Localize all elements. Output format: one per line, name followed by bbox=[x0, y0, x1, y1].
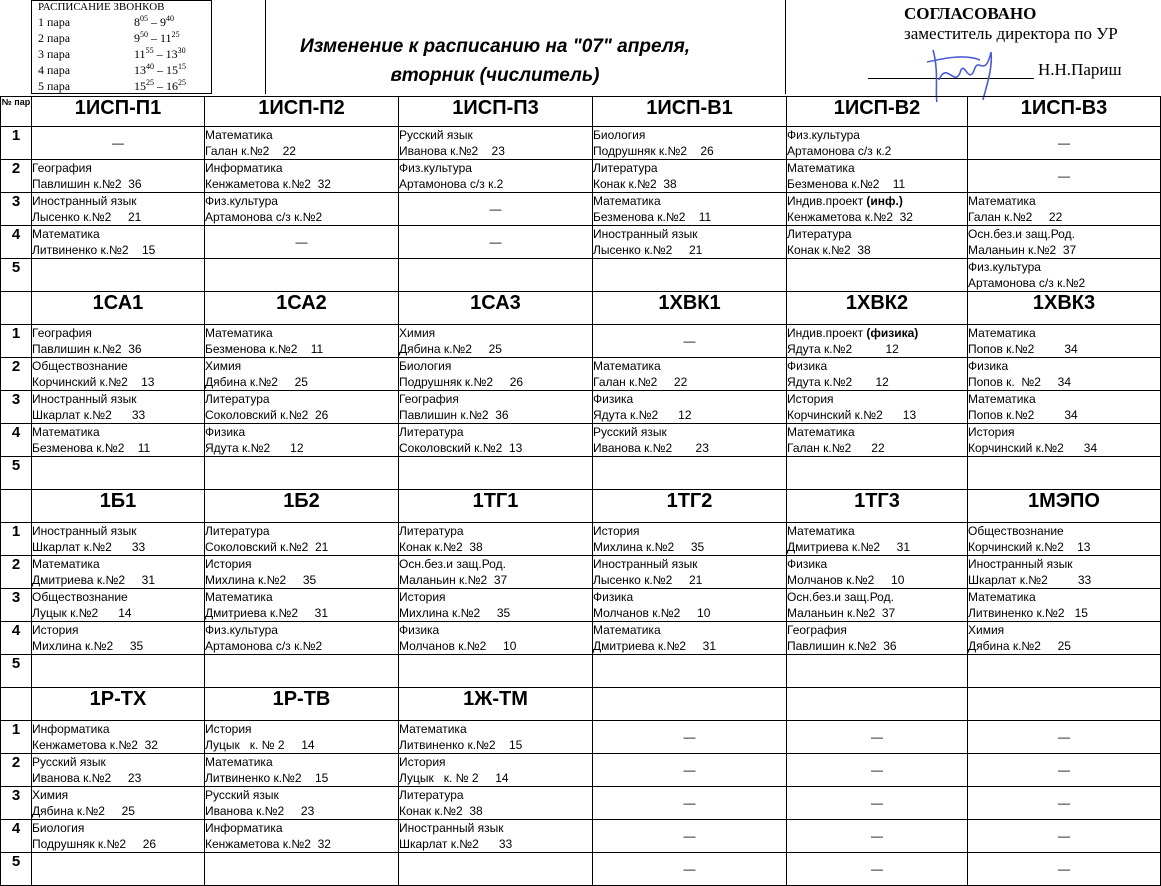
lesson-cell bbox=[399, 853, 593, 886]
lesson-cell: Иностранный язык Шкарлат к.№2 33 bbox=[32, 523, 205, 556]
group-name: 1ХВК1 bbox=[593, 292, 787, 325]
table-row bbox=[1, 853, 1161, 886]
empty-lesson-cell: — bbox=[32, 127, 205, 160]
title-line-2: вторник (числитель) bbox=[390, 65, 600, 86]
bell-pair-label: 4 пара bbox=[38, 63, 71, 77]
group-name bbox=[787, 688, 968, 721]
bell-minutes: 25 bbox=[178, 78, 186, 87]
table-row bbox=[1, 391, 1161, 424]
empty-lesson-cell: — bbox=[399, 193, 593, 226]
empty-lesson-cell: — bbox=[787, 787, 968, 820]
lesson-cell: Обществознание Корчинский к.№2 13 bbox=[968, 523, 1161, 556]
lesson-cell: Информатика Кенжаметова к.№2 32 bbox=[32, 721, 205, 754]
lesson-cell bbox=[399, 655, 593, 688]
lesson-cell: Информатика Кенжаметова к.№2 32 bbox=[205, 160, 399, 193]
lesson-cell: Иностранный язык Шкарлат к.№2 33 bbox=[32, 391, 205, 424]
lesson-cell: Осн.без.и защ.Род. Маланьин к.№2 37 bbox=[968, 226, 1161, 259]
lesson-cell: История Корчинский к.№2 13 bbox=[787, 391, 968, 424]
lesson-cell: Химия Дябина к.№2 25 bbox=[205, 358, 399, 391]
table-row bbox=[1, 556, 1161, 589]
page-title bbox=[265, 32, 725, 90]
group-name: 1ТГ2 bbox=[593, 490, 787, 523]
table-row bbox=[1, 226, 1161, 259]
lesson-cell bbox=[205, 457, 399, 490]
empty-lesson-cell: — bbox=[593, 325, 787, 358]
lesson-cell bbox=[593, 259, 787, 292]
lesson-cell: Физика Молчанов к.№2 10 bbox=[399, 622, 593, 655]
lesson-cell: Математика Дмитриева к.№2 31 bbox=[787, 523, 968, 556]
lesson-cell bbox=[399, 259, 593, 292]
lesson-cell: Математика Попов к.№2 34 bbox=[968, 391, 1161, 424]
bell-pair-label: 1 пара bbox=[38, 15, 71, 29]
lesson-cell: Физ.культура Артамонова с/з к.2 bbox=[399, 160, 593, 193]
lesson-cell: Математика Дмитриева к.№2 31 bbox=[32, 556, 205, 589]
approval-position: заместитель директора по УР bbox=[904, 24, 1118, 43]
group-name: 1Б1 bbox=[32, 490, 205, 523]
table-row bbox=[1, 193, 1161, 226]
lesson-cell: Биология Подрушняк к.№2 26 bbox=[399, 358, 593, 391]
empty-lesson-cell: — bbox=[787, 853, 968, 886]
lesson-cell: Обществознание Корчинский к.№2 13 bbox=[32, 358, 205, 391]
lesson-cell: История Луцык к. № 2 14 bbox=[205, 721, 399, 754]
pair-number: 2 bbox=[1, 358, 32, 391]
lesson-cell: Математика Галан к.№2 22 bbox=[205, 127, 399, 160]
group-name: 1СА1 bbox=[32, 292, 205, 325]
lesson-cell: Математика Литвиненко к.№2 15 bbox=[968, 589, 1161, 622]
bell-time bbox=[134, 46, 186, 62]
lesson-cell: Математика Безменова к.№2 11 bbox=[32, 424, 205, 457]
lesson-cell: Русский язык Иванова к.№2 23 bbox=[32, 754, 205, 787]
lesson-cell: Литература Соколовский к.№2 26 bbox=[205, 391, 399, 424]
lesson-cell: География Павлишин к.№2 36 bbox=[787, 622, 968, 655]
bell-time bbox=[134, 30, 180, 46]
pair-number: 2 bbox=[1, 160, 32, 193]
bell-time bbox=[134, 62, 186, 78]
pair-number: 1 bbox=[1, 325, 32, 358]
bell-hours: 16 bbox=[166, 79, 178, 93]
group-name: 1ИСП-В1 bbox=[593, 97, 787, 127]
lesson-cell bbox=[32, 259, 205, 292]
table-row bbox=[1, 589, 1161, 622]
empty-lesson-cell: — bbox=[968, 820, 1161, 853]
group-name: 1ИСП-В3 bbox=[968, 97, 1161, 127]
group-name: 1СА3 bbox=[399, 292, 593, 325]
table-row bbox=[1, 820, 1161, 853]
lesson-cell: Русский язык Иванова к.№2 23 bbox=[593, 424, 787, 457]
empty-lesson-cell: — bbox=[968, 853, 1161, 886]
bell-time-separator: – bbox=[154, 79, 166, 93]
lesson-cell: Русский язык Иванова к.№2 23 bbox=[205, 787, 399, 820]
group-name bbox=[968, 688, 1161, 721]
lesson-cell: Математика Безменова к.№2 11 bbox=[205, 325, 399, 358]
group-header-row bbox=[1, 97, 1161, 127]
bell-hours: 11 bbox=[160, 31, 172, 45]
bell-minutes: 40 bbox=[166, 14, 174, 23]
pair-number-header: № пар bbox=[1, 97, 32, 127]
bell-minutes: 15 bbox=[178, 62, 186, 71]
empty-lesson-cell: — bbox=[968, 127, 1161, 160]
empty-lesson-cell: — bbox=[787, 721, 968, 754]
lesson-cell: Математика Галан к.№2 22 bbox=[968, 193, 1161, 226]
lesson-cell: История Михлина к.№2 35 bbox=[593, 523, 787, 556]
lesson-cell: География Павлишин к.№2 36 bbox=[32, 160, 205, 193]
lesson-cell: Физ.культура Артамонова с/з к.2 bbox=[787, 127, 968, 160]
empty-lesson-cell: — bbox=[593, 787, 787, 820]
lesson-cell: История Корчинский к.№2 34 bbox=[968, 424, 1161, 457]
group-header-row bbox=[1, 292, 1161, 325]
bell-time-separator: – bbox=[153, 47, 166, 61]
lesson-cell bbox=[399, 457, 593, 490]
bell-minutes: 50 bbox=[140, 30, 148, 39]
lesson-cell bbox=[968, 655, 1161, 688]
empty-lesson-cell: — bbox=[593, 721, 787, 754]
lesson-cell: Информатика Кенжаметова к.№2 32 bbox=[205, 820, 399, 853]
group-header-row bbox=[1, 490, 1161, 523]
pair-number: 1 bbox=[1, 721, 32, 754]
pair-number: 5 bbox=[1, 655, 32, 688]
lesson-cell: Математика Литвиненко к.№2 15 bbox=[32, 226, 205, 259]
bell-hours: 15 bbox=[166, 63, 178, 77]
pair-number: 3 bbox=[1, 391, 32, 424]
lesson-cell: История Луцык к. № 2 14 bbox=[399, 754, 593, 787]
lesson-cell: Математика Дмитриева к.№2 31 bbox=[205, 589, 399, 622]
lesson-cell: Осн.без.и защ.Род. Маланьин к.№2 37 bbox=[399, 556, 593, 589]
bell-pair-label: 5 пара bbox=[38, 79, 71, 93]
empty-lesson-cell: — bbox=[593, 820, 787, 853]
bell-minutes: 25 bbox=[171, 30, 180, 39]
bell-hours: 13 bbox=[134, 63, 146, 77]
bell-schedule-title: РАСПИСАНИЕ ЗВОНКОВ bbox=[38, 1, 165, 13]
bell-minutes: 40 bbox=[146, 62, 154, 71]
bell-hours: 8 bbox=[134, 15, 140, 29]
pair-number: 3 bbox=[1, 193, 32, 226]
group-name: 1ХВК3 bbox=[968, 292, 1161, 325]
lesson-cell: Иностранный язык Шкарлат к.№2 33 bbox=[399, 820, 593, 853]
lesson-cell bbox=[205, 259, 399, 292]
lesson-cell: Обществознание Луцык к.№2 14 bbox=[32, 589, 205, 622]
lesson-cell: Русский язык Иванова к.№2 23 bbox=[399, 127, 593, 160]
bell-row bbox=[38, 30, 211, 46]
empty-lesson-cell: — bbox=[593, 853, 787, 886]
group-name: 1Р-ТВ bbox=[205, 688, 399, 721]
lesson-cell: Физика Попов к. №2 34 bbox=[968, 358, 1161, 391]
pair-number: 4 bbox=[1, 424, 32, 457]
lesson-cell: Математика Литвиненко к.№2 15 bbox=[205, 754, 399, 787]
bell-row bbox=[38, 62, 211, 78]
lesson-cell: Иностранный язык Лысенко к.№2 21 bbox=[593, 226, 787, 259]
bell-schedule bbox=[31, 0, 212, 94]
empty-lesson-cell: — bbox=[787, 820, 968, 853]
lesson-cell: Математика Дмитриева к.№2 31 bbox=[593, 622, 787, 655]
group-name: 1ИСП-П1 bbox=[32, 97, 205, 127]
empty-lesson-cell: — bbox=[968, 754, 1161, 787]
bell-time-separator: – bbox=[148, 15, 160, 29]
lesson-cell: Иностранный язык Лысенко к.№2 21 bbox=[593, 556, 787, 589]
empty-lesson-cell: — bbox=[968, 721, 1161, 754]
bell-time bbox=[134, 78, 186, 94]
empty-lesson-cell: — bbox=[399, 226, 593, 259]
group-name: 1МЭПО bbox=[968, 490, 1161, 523]
lesson-cell: Физика Молчанов к.№2 10 bbox=[593, 589, 787, 622]
group-name: 1ТГ1 bbox=[399, 490, 593, 523]
pair-number: 4 bbox=[1, 820, 32, 853]
bell-row bbox=[38, 46, 211, 62]
group-name: 1ИСП-П2 bbox=[205, 97, 399, 127]
lesson-cell: История Михлина к.№2 35 bbox=[32, 622, 205, 655]
lesson-cell: Физ.культура Артамонова с/з к.№2 bbox=[205, 622, 399, 655]
bell-rows bbox=[38, 14, 211, 94]
lesson-cell: Физ.культура Артамонова с/з к.№2 bbox=[968, 259, 1161, 292]
lesson-cell: Осн.без.и защ.Род. Маланьин к.№2 37 bbox=[787, 589, 968, 622]
pair-number: 1 bbox=[1, 523, 32, 556]
group-name: 1Р-ТХ bbox=[32, 688, 205, 721]
bell-minutes: 25 bbox=[146, 78, 154, 87]
lesson-cell: Физика Ядута к.№2 12 bbox=[787, 358, 968, 391]
bell-hours: 9 bbox=[160, 15, 166, 29]
lesson-cell: Литература Соколовский к.№2 13 bbox=[399, 424, 593, 457]
lesson-cell: Литература Соколовский к.№2 21 bbox=[205, 523, 399, 556]
bell-minutes: 55 bbox=[145, 46, 154, 55]
lesson-cell: География Павлишин к.№2 36 bbox=[32, 325, 205, 358]
lesson-cell: История Михлина к.№2 35 bbox=[205, 556, 399, 589]
table-row bbox=[1, 127, 1161, 160]
pair-number: 5 bbox=[1, 259, 32, 292]
table-row bbox=[1, 523, 1161, 556]
bell-hours: 13 bbox=[165, 47, 178, 61]
lesson-cell: Литература Конак к.№2 38 bbox=[399, 787, 593, 820]
bell-hours: 11 bbox=[134, 47, 146, 61]
table-row bbox=[1, 358, 1161, 391]
lesson-cell: География Павлишин к.№2 36 bbox=[399, 391, 593, 424]
bell-row bbox=[38, 14, 211, 30]
lesson-cell: Математика Безменова к.№2 11 bbox=[787, 160, 968, 193]
pair-number-header bbox=[1, 688, 32, 721]
bell-minutes: 30 bbox=[177, 46, 186, 55]
lesson-cell: Физика Ядута к.№2 12 bbox=[205, 424, 399, 457]
lesson-cell: Математика Литвиненко к.№2 15 bbox=[399, 721, 593, 754]
lesson-cell: История Михлина к.№2 35 bbox=[399, 589, 593, 622]
lesson-cell: Литература Конак к.№2 38 bbox=[593, 160, 787, 193]
lesson-cell bbox=[787, 259, 968, 292]
lesson-cell: Математика Галан к.№2 22 bbox=[787, 424, 968, 457]
lesson-cell bbox=[205, 655, 399, 688]
lesson-cell bbox=[968, 457, 1161, 490]
table-row bbox=[1, 622, 1161, 655]
table-row bbox=[1, 754, 1161, 787]
pair-number-header bbox=[1, 490, 32, 523]
lesson-cell: Биология Подрушняк к.№2 26 bbox=[32, 820, 205, 853]
lesson-cell: Иностранный язык Лысенко к.№2 21 bbox=[32, 193, 205, 226]
lesson-cell: Иностранный язык Шкарлат к.№2 33 bbox=[968, 556, 1161, 589]
bell-time bbox=[134, 14, 174, 30]
lesson-cell bbox=[32, 457, 205, 490]
lesson-cell bbox=[593, 655, 787, 688]
schedule-table bbox=[0, 96, 1161, 886]
group-name: 1ИСП-П3 bbox=[399, 97, 593, 127]
group-name: 1ТГ3 bbox=[787, 490, 968, 523]
lesson-cell: Математика Попов к.№2 34 bbox=[968, 325, 1161, 358]
lesson-cell: Индив.проект (физика) Ядута к.№2 12 bbox=[787, 325, 968, 358]
lesson-cell: Физика Молчанов к.№2 10 bbox=[787, 556, 968, 589]
approval-name: Н.Н.Париш bbox=[1038, 60, 1122, 79]
lesson-cell: Литература Конак к.№2 38 bbox=[399, 523, 593, 556]
empty-lesson-cell: — bbox=[968, 787, 1161, 820]
group-name: 1ХВК2 bbox=[787, 292, 968, 325]
lesson-cell: Химия Дябина к.№2 25 bbox=[399, 325, 593, 358]
lesson-cell: Химия Дябина к.№2 25 bbox=[32, 787, 205, 820]
pair-number: 4 bbox=[1, 226, 32, 259]
bell-time-separator: – bbox=[154, 63, 166, 77]
lesson-cell bbox=[32, 853, 205, 886]
lesson-cell: Физика Ядута к.№2 12 bbox=[593, 391, 787, 424]
pair-number: 2 bbox=[1, 556, 32, 589]
pair-number: 1 bbox=[1, 127, 32, 160]
pair-number: 5 bbox=[1, 457, 32, 490]
bell-pair-label: 2 пара bbox=[38, 31, 71, 45]
table-row bbox=[1, 457, 1161, 490]
table-row bbox=[1, 787, 1161, 820]
table-row bbox=[1, 424, 1161, 457]
header-divider bbox=[785, 0, 786, 94]
lesson-cell: Биология Подрушняк к.№2 26 bbox=[593, 127, 787, 160]
empty-lesson-cell: — bbox=[787, 754, 968, 787]
lesson-cell: Индив.проект (инф.) Кенжаметова к.№2 32 bbox=[787, 193, 968, 226]
bell-pair-label: 3 пара bbox=[38, 47, 71, 61]
pair-number: 2 bbox=[1, 754, 32, 787]
lesson-cell: Литература Конак к.№2 38 bbox=[787, 226, 968, 259]
bell-hours: 15 bbox=[134, 79, 146, 93]
lesson-cell bbox=[787, 457, 968, 490]
bell-time-separator: – bbox=[148, 31, 160, 45]
lesson-cell bbox=[205, 853, 399, 886]
title-line-1: Изменение к расписанию на "07" апреля, bbox=[299, 36, 691, 57]
table-row bbox=[1, 325, 1161, 358]
pair-number: 4 bbox=[1, 622, 32, 655]
group-name: 1ИСП-В2 bbox=[787, 97, 968, 127]
approval-heading: СОГЛАСОВАНО bbox=[904, 4, 1037, 23]
group-header-row bbox=[1, 688, 1161, 721]
lesson-cell bbox=[787, 655, 968, 688]
empty-lesson-cell: — bbox=[593, 754, 787, 787]
lesson-cell bbox=[593, 457, 787, 490]
empty-lesson-cell: — bbox=[205, 226, 399, 259]
group-name bbox=[593, 688, 787, 721]
pair-number-header bbox=[1, 292, 32, 325]
pair-number: 5 bbox=[1, 853, 32, 886]
group-name: 1Ж-ТМ bbox=[399, 688, 593, 721]
lesson-cell: Химия Дябина к.№2 25 bbox=[968, 622, 1161, 655]
pair-number: 3 bbox=[1, 787, 32, 820]
pair-number: 3 bbox=[1, 589, 32, 622]
lesson-cell: Математика Галан к.№2 22 bbox=[593, 358, 787, 391]
lesson-cell: Математика Безменова к.№2 11 bbox=[593, 193, 787, 226]
empty-lesson-cell: — bbox=[968, 160, 1161, 193]
group-name: 1Б2 bbox=[205, 490, 399, 523]
table-row bbox=[1, 655, 1161, 688]
table-row bbox=[1, 259, 1161, 292]
table-row bbox=[1, 160, 1161, 193]
table-row bbox=[1, 721, 1161, 754]
group-name: 1СА2 bbox=[205, 292, 399, 325]
bell-minutes: 05 bbox=[140, 14, 148, 23]
bell-hours: 9 bbox=[134, 31, 140, 45]
lesson-cell: Физ.культура Артамонова с/з к.№2 bbox=[205, 193, 399, 226]
lesson-cell bbox=[32, 655, 205, 688]
bell-row bbox=[38, 78, 211, 94]
